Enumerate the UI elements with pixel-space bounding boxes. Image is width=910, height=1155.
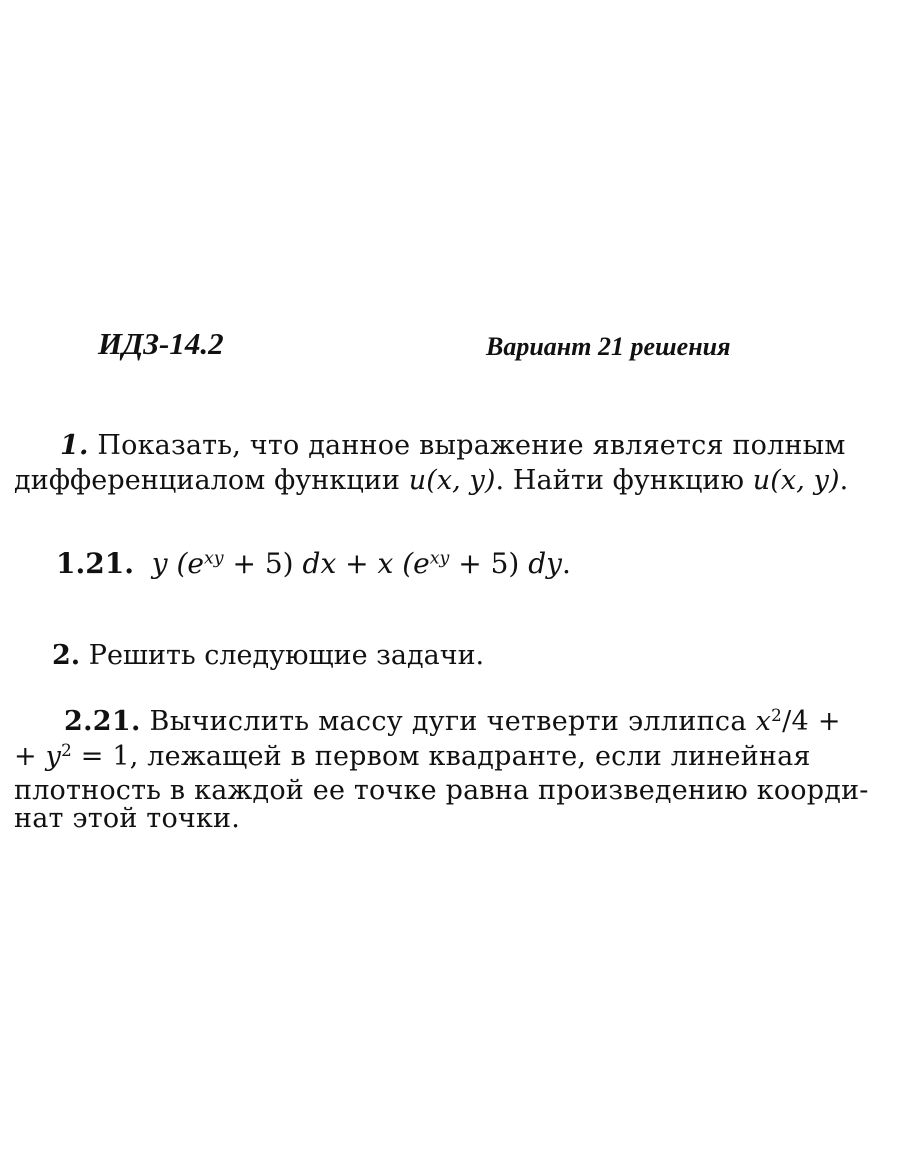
exp-open-1: (e — [167, 547, 204, 580]
document-code-heading: ИДЗ-14.2 — [98, 326, 224, 361]
function-u-2: u — [752, 465, 771, 496]
problem-2-21-line-3: плотность в каждой ее точке равна произведению коорди- — [14, 775, 869, 806]
problem-2-21-line-2 — [14, 741, 811, 773]
problem-1-21 — [56, 548, 571, 580]
var-y: y — [151, 547, 168, 580]
square-2: 2 — [61, 739, 72, 760]
dy: dy — [528, 547, 562, 580]
problem-2-21-line-1 — [64, 706, 841, 738]
square-1: 2 — [771, 704, 783, 725]
problem-2-21-text-2: , лежащей в первом квадранте, если линейная — [129, 741, 811, 772]
task-2-statement — [52, 640, 484, 672]
problem-2-21-number: 2.21. — [64, 706, 141, 737]
plus-five-2: + 5) — [449, 547, 529, 580]
function-args: (x, y) — [426, 465, 496, 496]
task-1-statement-line-1 — [60, 430, 846, 462]
task-1-text-2a: дифференциалом функции — [14, 465, 409, 496]
task-1-number: 1. — [60, 430, 89, 461]
divide-by-four: /4 + — [782, 706, 841, 737]
exponent-1: xy — [204, 548, 224, 569]
problem-1-21-number: 1.21. — [56, 547, 134, 580]
task-2-text: Решить следующие задачи. — [88, 640, 485, 671]
var-x-ellipse: x — [755, 706, 772, 737]
task-2-number: 2. — [52, 640, 81, 671]
equals-one: = 1 — [71, 741, 130, 772]
var-x: x — [377, 547, 394, 580]
problem-2-21-line-4: нат этой точки. — [14, 803, 241, 834]
function-args-2: (x, y) — [770, 465, 840, 496]
function-u: u — [408, 465, 427, 496]
continuation-plus: + — [14, 741, 46, 772]
task-1-end: . — [839, 465, 849, 496]
plus-five-1: + 5) — [223, 547, 303, 580]
plus-sign: + — [336, 547, 378, 580]
variant-heading: Вариант 21 решения — [486, 332, 731, 361]
problem-2-21-text-1: Вычислить массу дуги четверти эллипса — [140, 706, 756, 737]
problem-1-21-end: . — [561, 547, 571, 580]
var-y-ellipse: y — [45, 741, 62, 772]
dx: dx — [302, 547, 337, 580]
task-1-text-2b: . Найти функцию — [495, 465, 753, 496]
exponent-2: xy — [429, 548, 450, 569]
exp-open-2: (e — [393, 547, 430, 580]
task-1-statement-line-2 — [14, 465, 848, 497]
task-1-text-1: Показать, что данное выражение является полным — [97, 430, 846, 461]
